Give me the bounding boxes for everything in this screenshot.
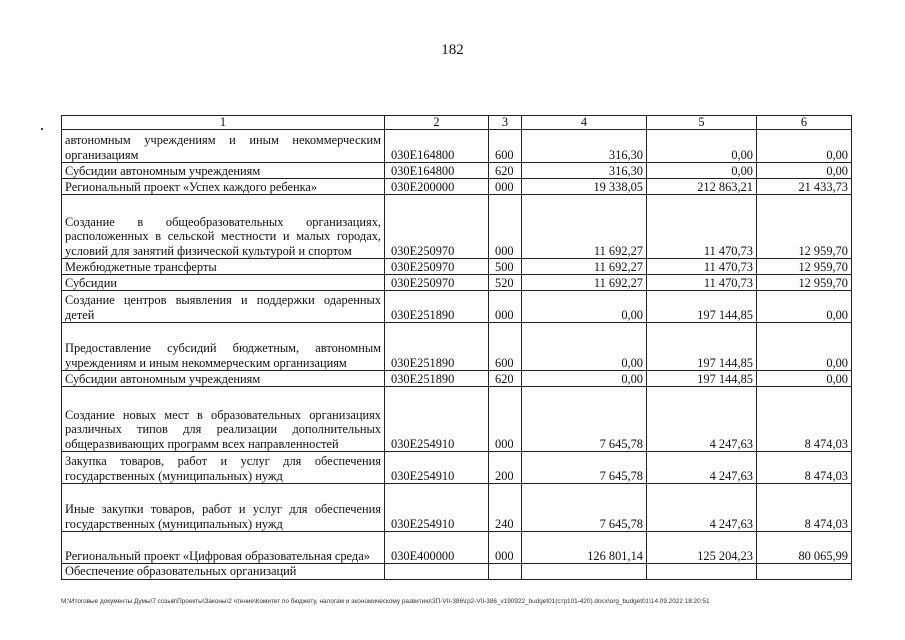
row-vr: 000 — [489, 195, 522, 259]
row-code: 030E250970 — [385, 275, 489, 291]
row-value-2023: 125 204,23 — [647, 532, 757, 564]
row-value-2024: 8 474,03 — [757, 387, 852, 452]
table-row — [62, 564, 852, 580]
column-header: 5 — [647, 116, 757, 130]
row-value-2023: 197 144,85 — [647, 291, 757, 323]
row-value-2022: 11 692,27 — [522, 259, 647, 275]
row-vr: 000 — [489, 387, 522, 452]
row-value-2022: 0,00 — [522, 291, 647, 323]
row-value-2023: 0,00 — [647, 163, 757, 179]
table-row — [62, 291, 852, 323]
row-value-2022: 316,30 — [522, 130, 647, 163]
row-name: Субсидии — [62, 275, 385, 291]
row-value-2024: 0,00 — [757, 371, 852, 387]
table-row — [62, 195, 852, 259]
row-name: Закупка товаров, работ и услуг для обеспечения государственных (муниципальных) нужд — [62, 452, 385, 484]
row-name: Региональный проект «Цифровая образовательная среда» — [62, 532, 385, 564]
table-row — [62, 323, 852, 371]
row-value-2022 — [522, 564, 647, 580]
row-vr: 520 — [489, 275, 522, 291]
table-row — [62, 179, 852, 195]
row-code: 030E250970 — [385, 195, 489, 259]
row-value-2024: 12 959,70 — [757, 259, 852, 275]
row-name: Субсидии автономным учреждениям — [62, 163, 385, 179]
row-name: Создание в общеобразовательных организациях, расположенных в сельской местности и малых городах, условий для занятий физической культурой и спортом — [62, 195, 385, 259]
table-row — [62, 163, 852, 179]
row-name: Создание центров выявления и поддержки одаренных детей — [62, 291, 385, 323]
scan-dot — [41, 128, 43, 130]
row-vr: 200 — [489, 452, 522, 484]
row-value-2024: 0,00 — [757, 291, 852, 323]
row-value-2024: 0,00 — [757, 130, 852, 163]
row-name: Создание новых мест в образовательных организациях различных типов для реализации дополнительных общеразвивающих программ всех направленностей — [62, 387, 385, 452]
row-code: 030E250970 — [385, 259, 489, 275]
row-value-2023: 11 470,73 — [647, 195, 757, 259]
document-path-footer: M:\Итоговые документы Думы\7 созыв\Проекты\Законы\2 чтение\Комитет по бюджету, налогам и экономическому развитию\ЗП-VII-386\гр2-VII-386_v190922_budget01(стр101-420).docx\org_budget01\14.09.2022 18:20:51 — [61, 598, 710, 605]
row-code: 030E164800 — [385, 130, 489, 163]
row-vr — [489, 564, 522, 580]
row-value-2022: 11 692,27 — [522, 195, 647, 259]
row-name: Межбюджетные трансферты — [62, 259, 385, 275]
row-value-2024: 0,00 — [757, 323, 852, 371]
column-header: 1 — [62, 116, 385, 130]
row-vr: 000 — [489, 291, 522, 323]
row-name: Региональный проект «Успех каждого ребенка» — [62, 179, 385, 195]
row-name: автономным учреждениям и иным некоммерческим организациям — [62, 130, 385, 163]
row-name: Иные закупки товаров, работ и услуг для обеспечения государственных (муниципальных) нужд — [62, 484, 385, 532]
row-value-2023: 4 247,63 — [647, 387, 757, 452]
row-code: 030E200000 — [385, 179, 489, 195]
row-value-2022: 126 801,14 — [522, 532, 647, 564]
row-name: Обеспечение образовательных организаций — [62, 564, 385, 580]
row-value-2022: 7 645,78 — [522, 387, 647, 452]
row-vr: 500 — [489, 259, 522, 275]
column-header: 4 — [522, 116, 647, 130]
row-code: 030E254910 — [385, 484, 489, 532]
row-value-2023: 11 470,73 — [647, 275, 757, 291]
row-value-2022: 7 645,78 — [522, 484, 647, 532]
row-value-2024: 12 959,70 — [757, 275, 852, 291]
row-vr: 000 — [489, 179, 522, 195]
row-value-2023: 11 470,73 — [647, 259, 757, 275]
row-value-2024: 21 433,73 — [757, 179, 852, 195]
row-value-2024: 12 959,70 — [757, 195, 852, 259]
row-code: 030E251890 — [385, 371, 489, 387]
page-number: 182 — [441, 42, 464, 58]
row-value-2023: 4 247,63 — [647, 452, 757, 484]
row-value-2024: 80 065,99 — [757, 532, 852, 564]
row-code: 030E254910 — [385, 387, 489, 452]
table-row — [62, 259, 852, 275]
row-vr: 600 — [489, 323, 522, 371]
table-row — [62, 275, 852, 291]
table-row — [62, 452, 852, 484]
row-value-2024: 8 474,03 — [757, 452, 852, 484]
row-value-2023: 212 863,21 — [647, 179, 757, 195]
row-value-2022: 7 645,78 — [522, 452, 647, 484]
row-value-2022: 19 338,05 — [522, 179, 647, 195]
row-name: Субсидии автономным учреждениям — [62, 371, 385, 387]
row-value-2023 — [647, 564, 757, 580]
column-header: 6 — [757, 116, 852, 130]
row-value-2023: 197 144,85 — [647, 323, 757, 371]
budget-table — [61, 115, 852, 580]
row-vr: 240 — [489, 484, 522, 532]
column-header: 3 — [489, 116, 522, 130]
row-code: 030E251890 — [385, 323, 489, 371]
row-name: Предоставление субсидий бюджетным, автономным учреждениям и иным некоммерческим организациям — [62, 323, 385, 371]
row-vr: 620 — [489, 371, 522, 387]
row-value-2023: 197 144,85 — [647, 371, 757, 387]
table-row — [62, 371, 852, 387]
row-value-2022: 0,00 — [522, 323, 647, 371]
row-value-2022: 316,30 — [522, 163, 647, 179]
table-row — [62, 130, 852, 163]
row-vr: 600 — [489, 130, 522, 163]
row-code: 030E254910 — [385, 452, 489, 484]
row-value-2022: 0,00 — [522, 371, 647, 387]
row-value-2022: 11 692,27 — [522, 275, 647, 291]
row-value-2024: 0,00 — [757, 163, 852, 179]
header-row — [62, 116, 852, 130]
row-vr: 000 — [489, 532, 522, 564]
table-row — [62, 484, 852, 532]
row-code: 030E251890 — [385, 291, 489, 323]
row-value-2023: 4 247,63 — [647, 484, 757, 532]
table-row — [62, 387, 852, 452]
row-code — [385, 564, 489, 580]
column-header: 2 — [385, 116, 489, 130]
row-value-2024: 8 474,03 — [757, 484, 852, 532]
table-row — [62, 532, 852, 564]
row-code: 030E164800 — [385, 163, 489, 179]
row-code: 030E400000 — [385, 532, 489, 564]
row-vr: 620 — [489, 163, 522, 179]
row-value-2023: 0,00 — [647, 130, 757, 163]
row-value-2024 — [757, 564, 852, 580]
